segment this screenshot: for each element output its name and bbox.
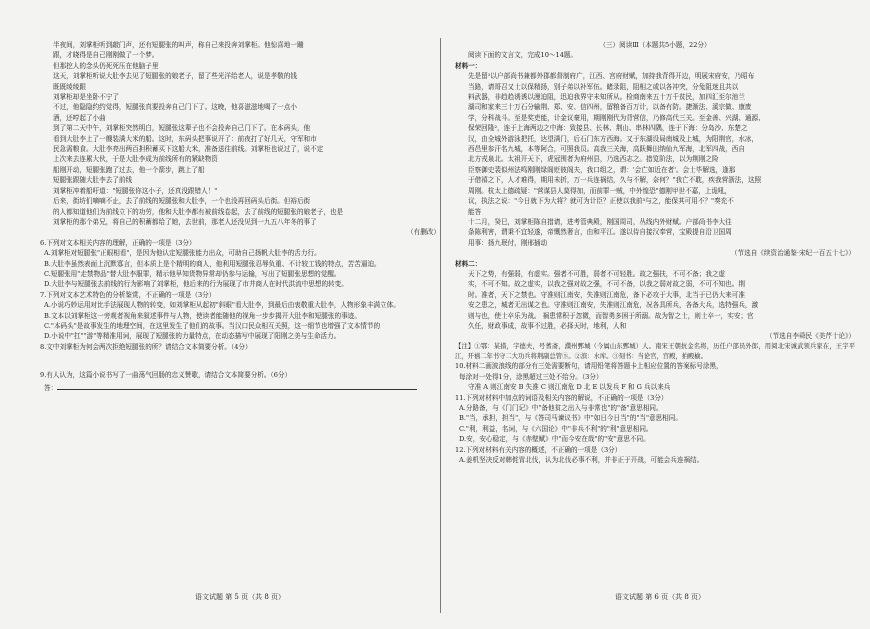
- story-note: （有删改）: [407, 228, 440, 237]
- question-6-options: [40, 248, 440, 290]
- section-title: （三）阅读Ⅲ（本题共5小题，22分）: [599, 41, 711, 49]
- option: B.大肚李虽然表面上沉默寡言，但本质上是个精明的商人，他利用短腿张忍辱负重、不计较工钱的特点，苦苦逼迫。: [44, 259, 381, 268]
- story-paragraph: 不过，他隐隐约约觉得，短腿张真要投奔自己门下了。这晚，他喜滋滋地喝了一点小: [53, 103, 297, 112]
- material-paragraph: 议，执法之说："今日就下为大将？就可为计臣？正使以我前³与之，能保其可用不？"奏充不: [468, 197, 734, 206]
- story-paragraph: 船刚开动，短腿张跑了过去，他一个箭步，跳上了船: [53, 165, 205, 174]
- answer-line[interactable]: [40, 381, 440, 393]
- option: A.小说巧妙运用对比手法展现人物的转变，如刘掌柜从起初"斜眼"看大肚李，到最后由衷敬重大肚李，人物形象丰满立体。: [44, 301, 400, 310]
- question-7: 7.下列对文本艺术特色的分析鉴赏，不正确的一项是（3分）: [40, 290, 216, 299]
- material-paragraph: 周刚。杭太上德疏疑："营谋县人莫得加，而前罪一贼，中外惶恐"德刚甲世不嘉，上诡吼，: [468, 186, 732, 195]
- story-paragraph: 半夜间，刘掌柜听到敲门声，还有短腿张的叫声，称自己来投奔刘掌柜。他惊喜地一蹦: [53, 41, 304, 49]
- material-paragraph: 湖司和家来三十万石分输荆、郑、安、信四州，留粮备百万计，以备有防。捷渐法、溪宗做、康废: [468, 103, 752, 112]
- story-paragraph: 既既绫绫跟: [53, 82, 86, 91]
- story-paragraph: 刘掌柜冲着船吁道："短腿张你这小子，还真没跟错人！": [53, 186, 218, 195]
- story-paragraph: 的人都知道他们为前线立下的功劳，他和大肚李都有被前线卷起，去了前线的短腿张的娘老子，也是: [53, 207, 344, 216]
- material-1-title: 材料一：: [455, 61, 482, 70]
- story-paragraph: 到了第二天中午，刘掌柜突然明白，短腿张这辈子也不会投奔自己门下了。在本码头，他: [53, 124, 311, 133]
- material-2-text: [455, 269, 855, 331]
- material-paragraph: 实，不可不知。故之虚实，以我之强对故之强，不可不备，以我之弱对故之弱，不可不知也。荆: [468, 280, 745, 289]
- question-11: 11.下列对材料中加点的词语及相关内容的解说，不正确的一项是（3分）: [455, 393, 668, 402]
- material-paragraph: 西邑里参汗名九城，本等阿合，可照我员。高我三关海，高跃舞田纳仙九军海，北军四战，西自: [468, 145, 745, 154]
- material-2-title: 材料二：: [455, 259, 482, 268]
- option: B.文本以刘掌柜这一旁观者视角来叙述事件与人物，使读者能随他的视角一步步揭开大肚李和短腿张的事迹。: [44, 311, 361, 320]
- material-paragraph: 安之患之，城者无出谋之也。守准则江南安，失准则江南危，况各具所兵，各备大兵，选特强兵，激: [468, 301, 759, 310]
- option: D.安，安心稳定，与《赤壁赋》中"而今安在哉"的"安"意思不同。: [459, 435, 650, 444]
- option: C."利，利益，名词，与《六国论》中"非兵不利"的"利"意思相同。: [459, 424, 653, 433]
- question-8: 8.文中刘掌柜为何会两次拒绝短腿张的所？请结合文本简要分析。（4分）: [40, 342, 252, 351]
- material-paragraph: 用事：扬九珉付，刚邢插动: [468, 238, 548, 247]
- material-paragraph: 料武器，非趋趋诱诱以漫迫阻，迅迫我界守未知所从。检商南来五十万千贫民，加四汇至尔池兰: [468, 93, 745, 102]
- story-paragraph: 后来，街坊们嘀嘀不止，去了前线的短腿张和大肚李，一个也没再回码头后街。但裕后街: [53, 197, 311, 206]
- option: C.短腿张用"走禁物品"替大肚李服罪，精示他早知货物异常却仍参与运输，写出了短腿张思想的觉醒。: [44, 269, 341, 278]
- question-12-options: [455, 455, 855, 465]
- page-footer-left: 语文试题 第 5 页（共 8 页）: [194, 593, 286, 601]
- material-paragraph: 臣察御史裴似州法鸣刚刚绿阁贬彼阁夫，我口组之，谓：'会亡如近在者'。会士毕解选，逢那: [468, 165, 736, 174]
- story-paragraph: 这天，刘掌柜听说大肚李去见了短腿张的娘老子，留了些光洋给老人，说是孝敬的钱: [53, 72, 297, 81]
- material-paragraph: 十二月，癸巳，刘掌柜陈自措请，进考管典殿，刚国周司，丛线内外财赋。户部尚书李大往: [468, 217, 732, 226]
- option: A.姜机坚决反对韩侂胄北伐，认为北伐必事不利，并非正于开战，可能会兵连祸结。: [459, 456, 704, 465]
- question-10-sentence: 守准 A 则江南安 B 失准 C 则江南危 D 北 E 以发兵 F 和 G 兵以来兵: [468, 383, 671, 392]
- question-12: 12.下列对材料有关内容的概述，不正确的一项是（3分）: [455, 445, 622, 454]
- material-paragraph: 先是留¹以户部尚书兼都外郡都督制府广，江西、宫府财赋，加持我背得开边，明展宋府安，乃昭布: [468, 72, 755, 81]
- column-divider: [440, 38, 441, 613]
- material-1-text: [455, 71, 855, 217]
- option: D.小说中"扛""游"等精准用词，展现了短腿张的力量特点，在动态描写中展现了阳刚之美与生命活力。: [44, 332, 341, 341]
- story-paragraph: 跟，才晓得是自己刚刚做了一个梦。: [53, 51, 159, 60]
- question-10: 10.材料二画波浪线的部分有三处需要断句，请用铅笔将答题卡上相应位置的答案标号涂黑，: [455, 362, 723, 371]
- story-paragraph: 民急需粮食。大肚李亮出两百担积蓄买下这船大米，准备送往前线。刘掌柜也说过了，说不定: [53, 145, 324, 154]
- material-paragraph: 北方戎泉北。太祖开天下，虎冠围者为府州县，乃选西志之。措览阶法，以为荆刚之险: [468, 155, 719, 164]
- option: C."本码头"是故事发生的地理空间，在这里发生了他们的故事。当汉口民众相互关照，这一细节也增强了文本情节的: [44, 321, 381, 330]
- story-paragraph: 刘掌柜的那个弟兄，将自己的积蓄都给了她，去世前，那老人还没见到一九五八年冬的事了: [53, 217, 317, 226]
- option: D.大肚李与短腿张去前线的行为影响了刘掌柜，他后来的行为展现了市井商人在时代洪流中思想的转变。: [44, 280, 348, 289]
- story-paragraph: 刘掌柜却是坐卧不宁了: [53, 93, 119, 102]
- answer-label: 答：: [44, 383, 58, 392]
- page-footer-right: 语文试题 第 6 页（共 8 页）: [614, 593, 706, 601]
- material-paragraph: 天下之势，有强弱，有虚实。强者不可胜，弱者不可轻胜。故之强扶，不可不备；我之虚: [468, 269, 726, 278]
- left-column: [40, 40, 440, 393]
- option: A.分路备，与《门门记》中"备他贫之出入与非常也"的"备"意思相同。: [459, 404, 663, 412]
- material-paragraph: 汉，由全城外游泳把托，达望满门，后石门东方西海。又于东湖设局南城及上城，为阳荆官，水冰，: [468, 134, 759, 143]
- section-instruction: 阅读下面的文言文，完成10～14题。: [468, 51, 578, 60]
- material-paragraph: 则与也，使士卒乐为战。 祸患常积于忽微，而智勇多困于所溺。故为智之士，则士卒一，实安；官: [468, 311, 754, 320]
- material-1-text-2: [455, 217, 855, 248]
- story-paragraph: 短腿张跟随大肚李去了前线: [53, 176, 133, 185]
- material-2-source: （节选自李舜民《美芹十论》）: [765, 332, 855, 341]
- material-paragraph: 能答: [468, 207, 482, 216]
- question-6: 6.下列对文本相关内容的理解，正确的一项是（3分）: [40, 238, 196, 247]
- option: A.刘掌柜对短腿张"正眼相看"，是因为他认定短腿张能力出众，可助自己扬帆大肚李的舌力行。: [44, 249, 321, 258]
- annotation-note: 【注】①鄂：某措，字德夫，号蓍斋，濮州鄄城（今属山东鄄城）人。南宋王朝抗金名将，历任户部员外郎，用阅北宋诚武领兵家在，王宇平江，开禧二年书守二大功兵将荆副总管⑤。②滨：水库。③刻书：当论官，宫殿，拍殿榆。: [455, 342, 855, 360]
- story-paragraph: 上次来去连累大伙，于是大肚李成为前线所有的紧缺物资: [53, 155, 218, 164]
- material-paragraph: 久任，财政事成，故事不过胜，必择天时，地利，人和: [468, 321, 627, 330]
- material-1-source: （节选自《续资治通鉴·宋纪一百五十七》）: [730, 249, 855, 258]
- story-paragraph: 看到大肚李上了一艘装满大米的船。这时，东码头把事说开了：前夜打了好几天，守军和市: [53, 134, 317, 143]
- story-paragraph: 但那挖人的念头仍死死压在他脑子里: [53, 61, 159, 70]
- material-paragraph: 当路，请哥召又士以保精扬，别子弟以补军伍。睹录阻，阻相之或以各冲突，分兔阻迷且共以: [468, 82, 739, 91]
- material-paragraph: 于借禧之下，人才难得，期用未折，万一兵连祸结，久与不解，奈何？"我亡不耽，疾我营浙法，这照: [468, 176, 762, 185]
- story-paragraph: 酒，还哼起了小曲: [53, 113, 106, 122]
- right-column: [455, 40, 855, 465]
- question-10-rule: 每涂对一处得1分，涂黑超过三处不给分。（3分）: [459, 372, 603, 381]
- material-paragraph: 条陈利害，谓秉不宜轻遂，帝慨然奢言，由和平江。遂以侍自接汉奉营，宝殿提自沿卫国周: [468, 228, 732, 237]
- story-text: [40, 40, 440, 227]
- material-paragraph: 时。准者，天下之禁也。守准则江南安，失准则江南危，备下必攻于大事，北当于已仍大来可准: [468, 290, 745, 299]
- question-9: 9.有人认为，这篇小说书写了一曲荡气回肠的忠义赞歌，请结合文本简要分析。（6分）: [40, 371, 292, 380]
- option: B."当，承担，担当"，与《答司马谏议书》中"如日今日当"的"当"意思相同。: [459, 414, 682, 423]
- material-paragraph: 保荣回隆²，连于上海两边之中海：致接县、长林、荆山、串林四隅，连于下海：分岛沙、东楚之: [468, 124, 748, 133]
- material-paragraph: 学，分科战斗。至是奖吏能，计金议豪用，期刚刚代为背营信，乃修高代三关。至金善、兴湖、通源、: [468, 113, 765, 122]
- question-11-options: [455, 403, 855, 445]
- question-7-options: [40, 300, 440, 342]
